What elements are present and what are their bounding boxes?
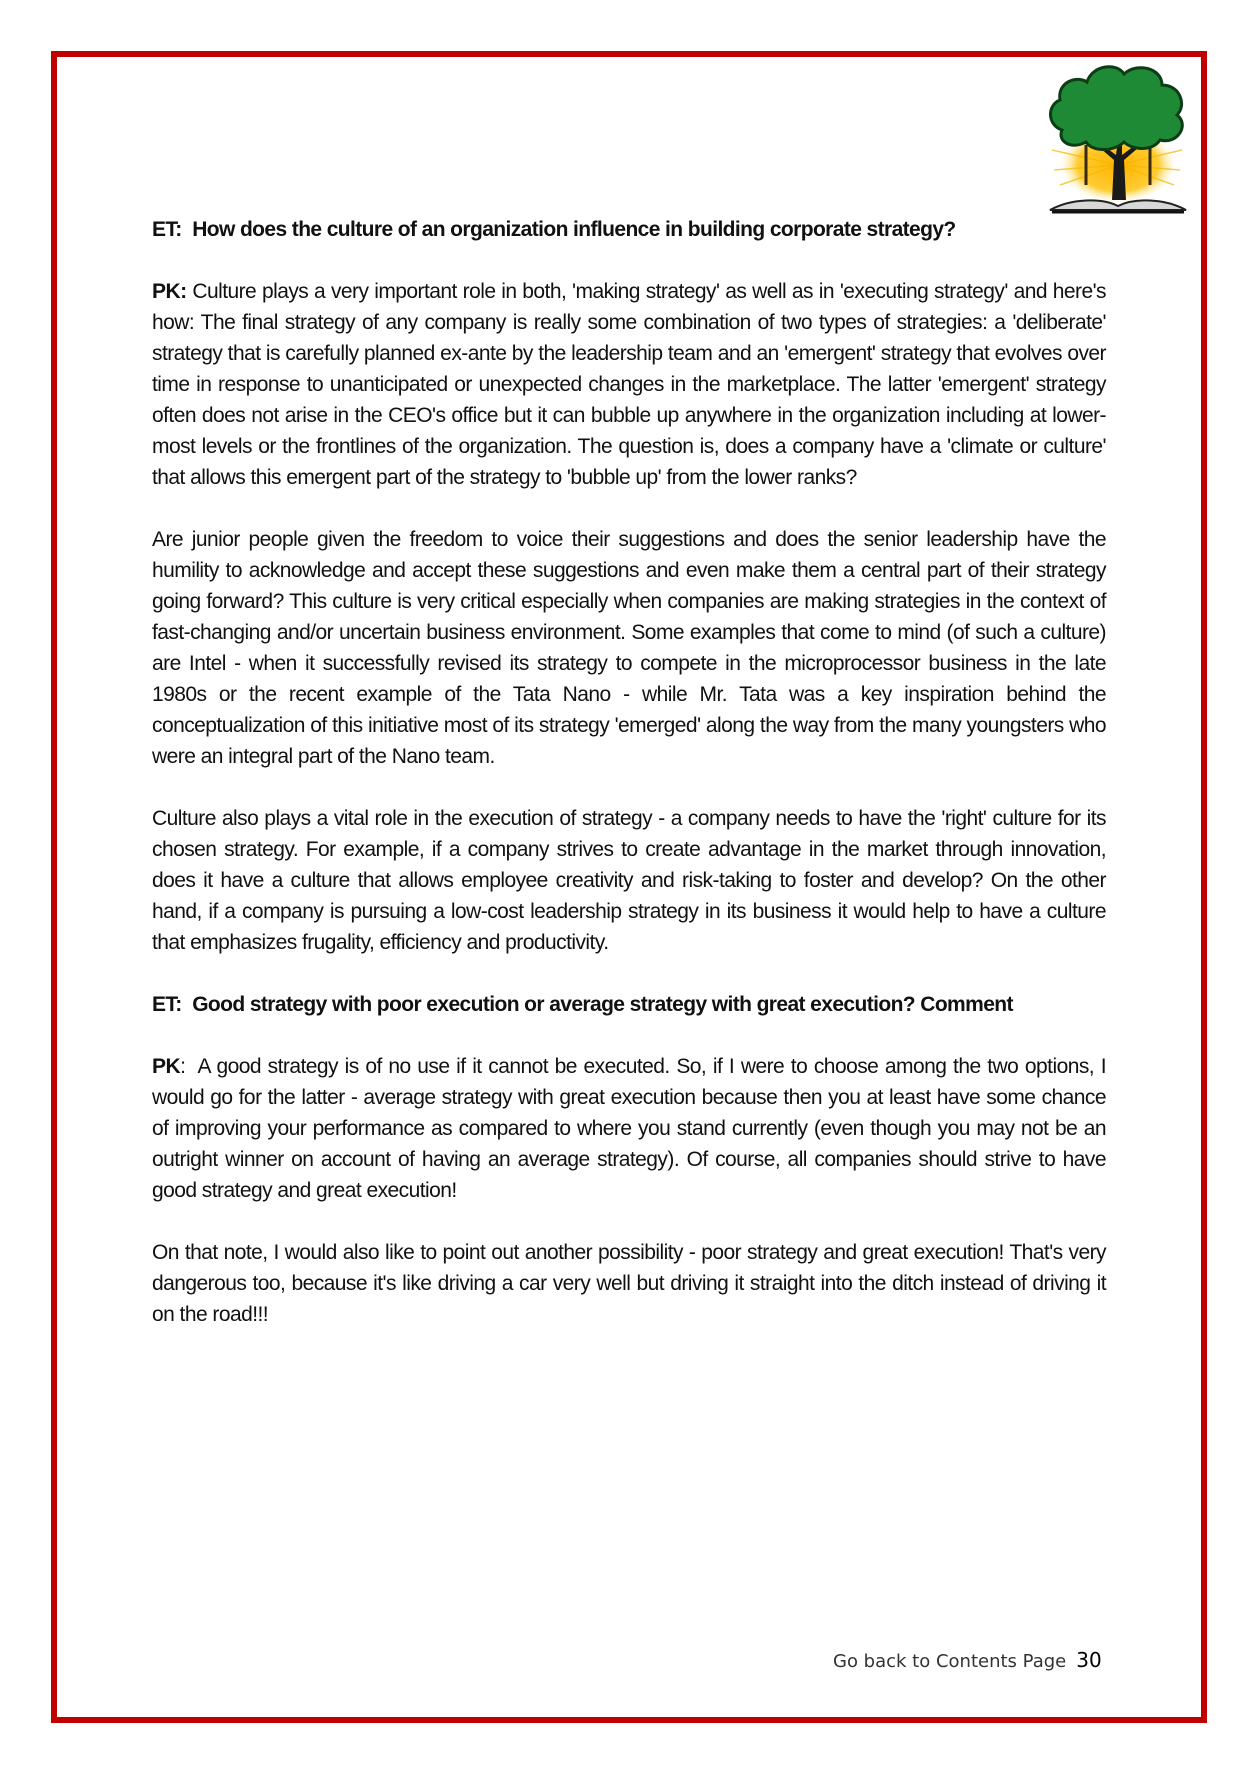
interview-content xyxy=(152,214,1106,1361)
question-text: Good strategy with poor execution or average strategy with great execution? Comment xyxy=(192,993,1013,1016)
paragraph-text: Culture plays a very important role in both, 'making strategy' as well as in 'executing strategy' and here's how: The final strategy of any company is really some combination of two types of strategies: a 'deliberate' strategy that is carefully planned ex-ante by the leadership team and an 'emergent' strategy that evolves over time in response to unanticipated or unexpected changes in the marketplace. The latter 'emergent' strategy often does not arise in the CEO's office but it can bubble up anywhere in the organization including at lower-most levels or the frontlines of the organization. The question is, does a company have a 'climate or culture' that allows this emergent part of the strategy to 'bubble up' from the lower ranks? xyxy=(152,280,1106,489)
answer-speaker: PK xyxy=(152,1055,181,1078)
question-2 xyxy=(152,989,1106,1020)
tree-on-book-logo-icon xyxy=(1042,60,1194,215)
page-number: 30 xyxy=(1076,1648,1102,1672)
answer-1-paragraph-2: Are junior people given the freedom to voice their suggestions and does the senior leadership have the humility to acknowledge and accept these suggestions and even make them a central part of their strategy going forward? This culture is very critical especially when companies are making strategies in the context of fast-changing and/or uncertain business environment. Some examples that come to mind (of such a culture) are Intel - when it successfully revised its strategy to compete in the microprocessor business in the late 1980s or the recent example of the Tata Nano - while Mr. Tata was a key inspiration behind the conceptualization of this initiative most of its strategy 'emerged' along the way from the many youngsters who were an integral part of the Nano team. xyxy=(152,528,1106,768)
paragraph-text: A good strategy is of no use if it cannot be executed. So, if I were to choose among the two options, I would go for the latter - average strategy with great execution because then you at least have some chance of improving your performance as compared to where you stand currently (even though you may not be an outright winner on account of having an average strategy). Of course, all companies should strive to have good strategy and great execution! xyxy=(152,1055,1106,1202)
answer-2-paragraph-2: On that note, I would also like to point out another possibility - poor strategy and great execution! That's very dangerous too, because it's like driving a car very well but driving it straight into the ditch instead of driving it on the road!!! xyxy=(152,1241,1106,1326)
answer-2-paragraph-1 xyxy=(152,1051,1106,1206)
question-speaker: ET: xyxy=(152,218,182,241)
page-footer xyxy=(833,1648,1102,1672)
answer-speaker: PK: xyxy=(152,280,187,303)
question-text: How does the culture of an organization influence in building corporate strategy? xyxy=(192,218,956,241)
question-1 xyxy=(152,214,1106,245)
answer-1-paragraph-1 xyxy=(152,276,1106,493)
question-speaker: ET: xyxy=(152,993,182,1016)
contents-page-link[interactable]: Go back to Contents Page xyxy=(833,1651,1067,1672)
speaker-separator: : xyxy=(180,1055,186,1078)
answer-1-paragraph-3: Culture also plays a vital role in the execution of strategy - a company needs to have the 'right' culture for its chosen strategy. For example, if a company strives to create advantage in the market through innovation, does it have a culture that allows employee creativity and risk-taking to foster and develop? On the other hand, if a company is pursuing a low-cost leadership strategy in its business it would help to have a culture that emphasizes frugality, efficiency and productivity. xyxy=(152,807,1106,954)
